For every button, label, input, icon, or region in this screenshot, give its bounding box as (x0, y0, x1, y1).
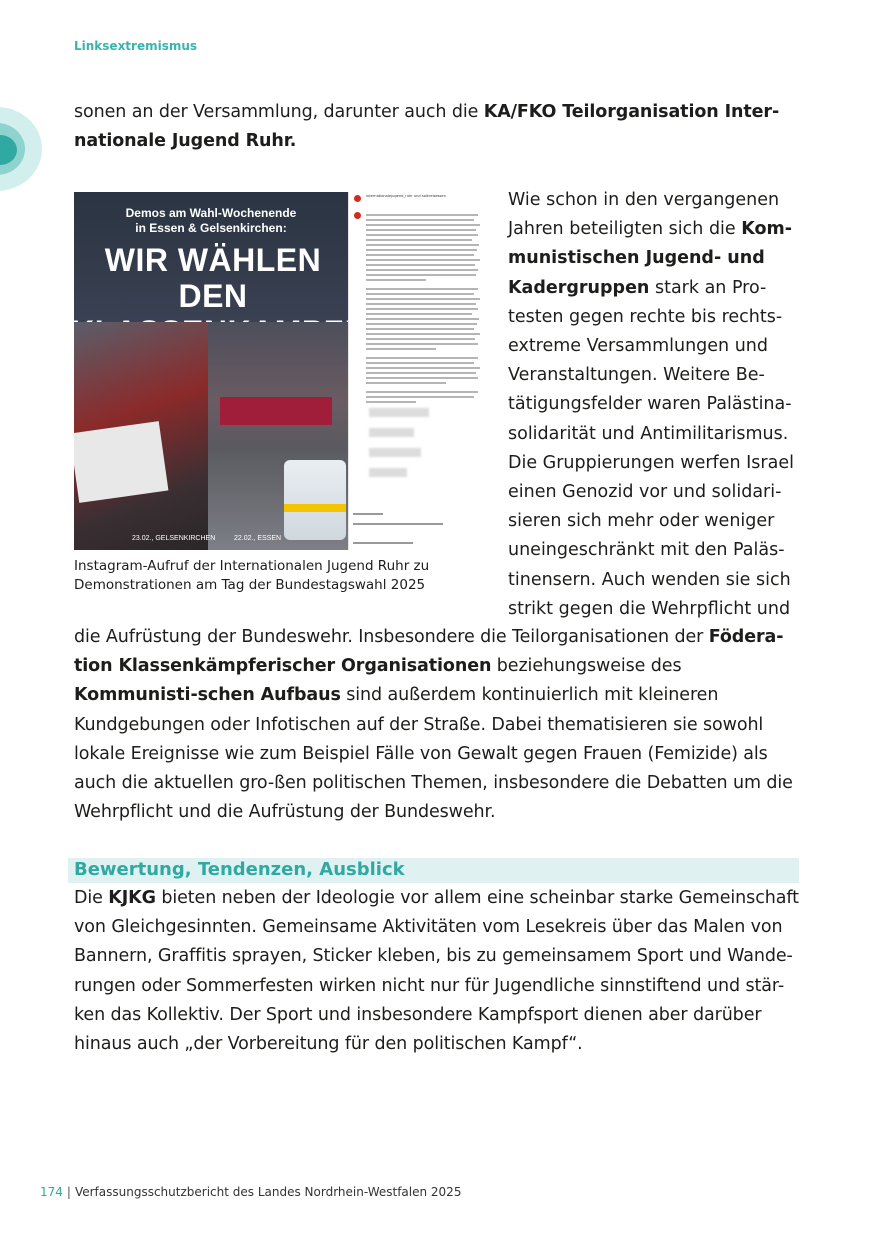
post-account: internationalejugend_ruhr und solkreisessen (366, 194, 446, 198)
poster-subtitle-line2: in Essen & Gelsenkirchen: (135, 221, 287, 235)
poster-headline-line1: WIR WÄHLEN DEN (104, 242, 322, 314)
paragraph-main: die Aufrüstung der Bundeswehr. Insbesondere die Teilorganisationen der Födera-tion Klassenkämpferischer Organisationen beziehungsweise des Kommunisti-schen Aufbaus sind außerdem kontinuierlich mit kleineren Kundgebungen oder Infotischen auf der Straße. Dabei thematisieren sie sowohl lokale Ereignisse wie zum Beispiel Fälle von Gewalt gegen Frauen (Femizide) als auch die aktuellen gro-ßen politischen Themen, insbesondere die Debatten um die Wehrpflicht und die Aufrüstung der Bundeswehr. (74, 627, 793, 823)
instagram-figure (74, 192, 486, 550)
poster-subtitle-line1: Demos am Wahl-Wochenende (125, 206, 297, 220)
paragraph-assessment: Die KJKG bieten neben der Ideologie vor allem eine scheinbar starke Gemeinschaft von Gleichgesinnten. Gemeinsame Aktivitäten vom Lesekreis über das Malen von Bannern, Graffitis sprayen, Sticker kleben, bis zu gemeinsamem Sport und Wande-rungen oder Sommerfesten wirken nicht nur für Jugendliche sinnstiftend und stär-ken das Kollektiv. Der Sport und insbesondere Kampfsport dienen aber darüber hinaus auch „der Vorbereitung für den politischen Kampf“. (74, 888, 799, 1055)
paragraph-intro: sonen an der Versammlung, darunter auch die KA/FKO Teilorganisation Inter- nationale Jugend Ruhr. (74, 102, 780, 152)
photo-caption-left: 23.02., GELSENKIRCHEN (132, 535, 216, 542)
section-heading-bar (68, 858, 799, 883)
footer-title: Verfassungsschutzbericht des Landes Nordrhein-Westfalen 2025 (74, 1185, 462, 1199)
figure-caption: Instagram-Aufruf der Internationalen Jugend Ruhr zu Demonstrationen am Tag der Bundestagswahl 2025 (74, 558, 430, 593)
instagram-post-text (348, 192, 487, 550)
page-number: 174 (40, 1185, 63, 1199)
page-footer: 174 | Verfassungsschutzbericht des Landes Nordrhein-Westfalen 2025 (40, 1185, 462, 1199)
police-car (284, 460, 346, 540)
poster-image (74, 192, 348, 550)
photo-caption-right: 22.02., ESSEN (234, 535, 282, 542)
running-head: Linksextremismus (74, 39, 198, 53)
section-heading: Bewertung, Tendenzen, Ausblick (74, 859, 405, 880)
decorative-circles (0, 107, 42, 191)
paragraph-column: Wie schon in den vergangenen Jahren beteiligten sich die Kom-munistischen Jugend- und Kadergruppen stark an Pro-testen gegen rechte bis rechts-extreme Versammlungen und Veranstaltungen. Weitere Be-tätigungsfelder waren Palästina-solidarität und Antimilitarismus. Die Gruppierungen werfen Israel einen Genozid vor und solidari-sieren sich mehr oder weniger uneingeschränkt mit den Paläs-tinensern. Auch wenden sie sich strikt gegen die Wehrpflicht und (508, 190, 794, 619)
